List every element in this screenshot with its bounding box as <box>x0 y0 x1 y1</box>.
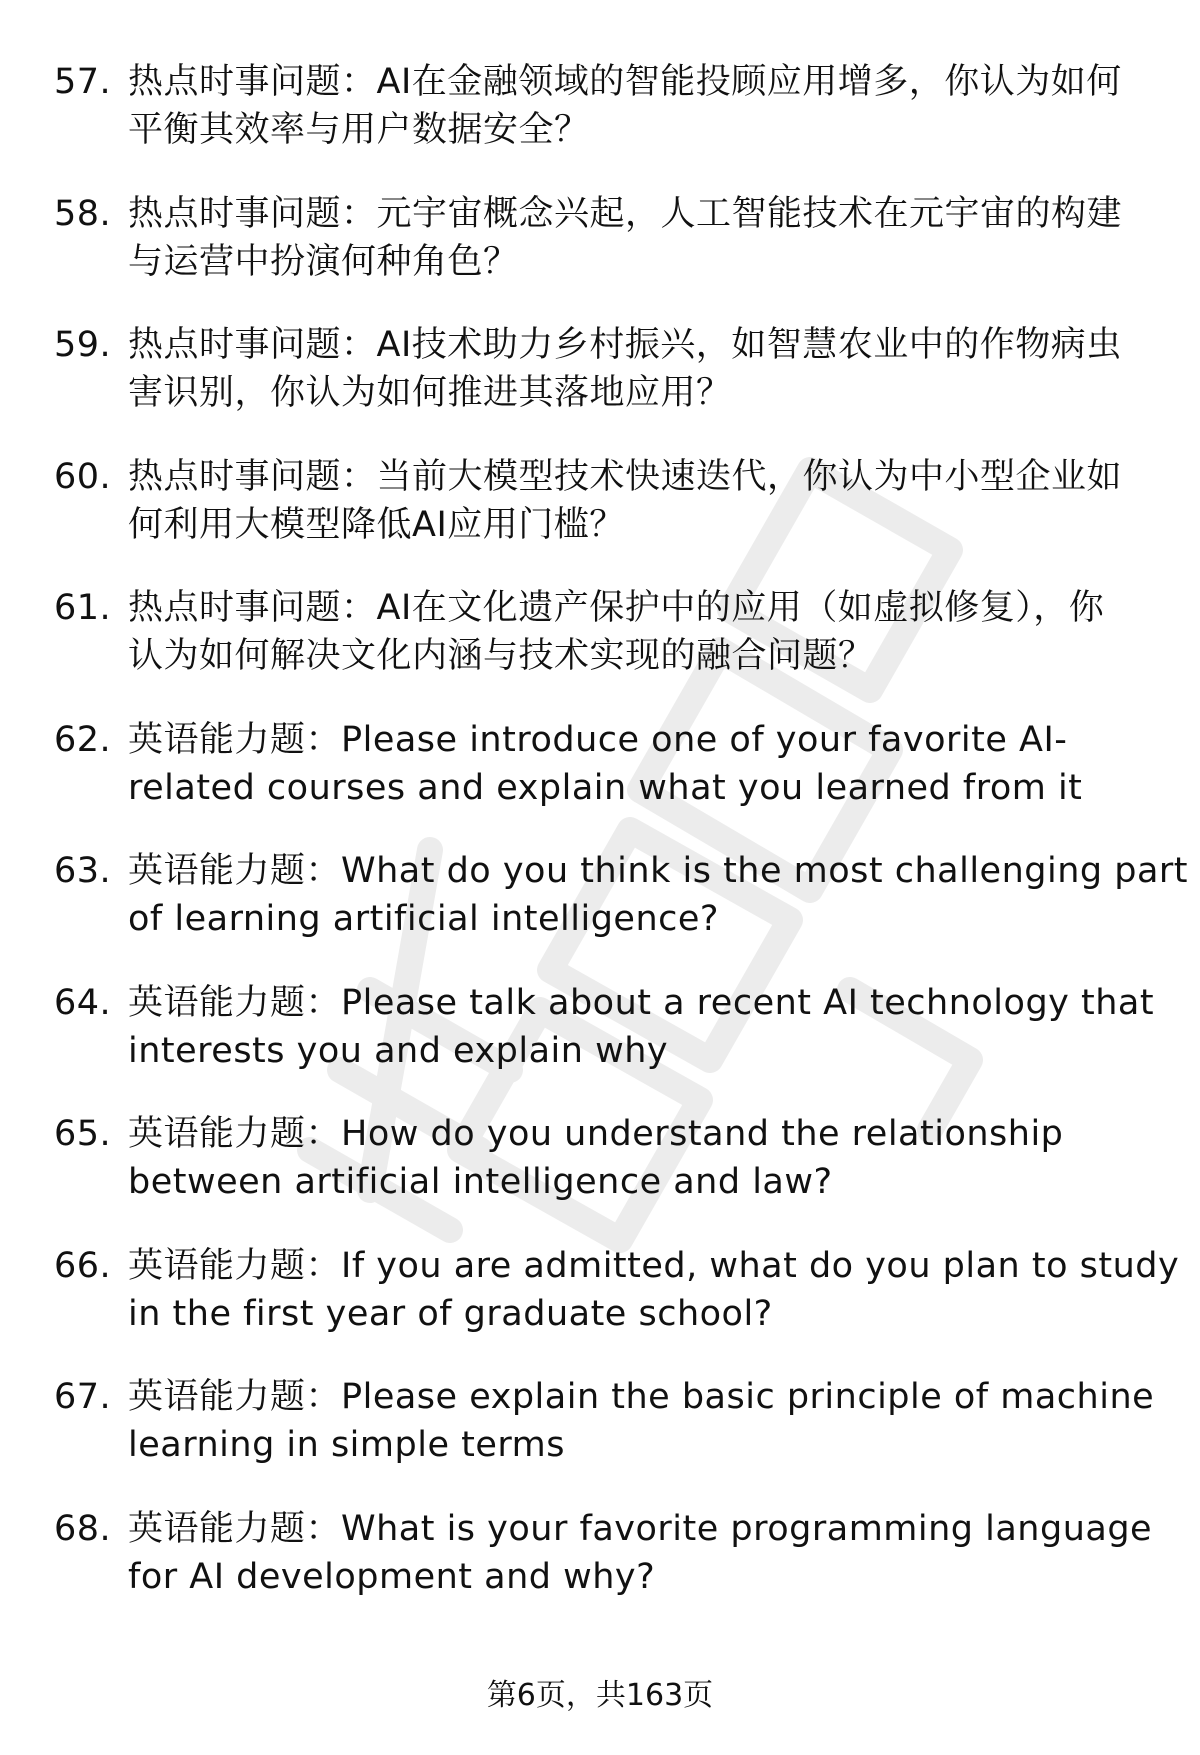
question-text-line: 英语能力题：Please talk about a recent AI technology that <box>128 982 1155 1023</box>
question-text <box>128 1373 1158 1469</box>
question-text-line: related courses and explain what you learned from it <box>128 767 1083 808</box>
question-text <box>128 847 1189 943</box>
question-number: 68. <box>54 1508 112 1549</box>
question-number: 67. <box>54 1377 112 1417</box>
question-item <box>0 321 1200 453</box>
question-text-line: 热点时事问题：当前大模型技术快速迭代，你认为中小型企业如 <box>128 456 1123 497</box>
question-text <box>128 321 1158 417</box>
question-item <box>0 1110 1200 1242</box>
question-text <box>128 716 1158 812</box>
question-text-line: 害识别，你认为如何推进其落地应用？ <box>128 373 732 413</box>
question-number: 59. <box>54 325 112 365</box>
question-number: 64. <box>54 982 112 1023</box>
question-text <box>128 190 1158 286</box>
question-number: 60. <box>54 456 112 497</box>
question-number: 63. <box>54 851 112 891</box>
question-item <box>0 1373 1200 1505</box>
question-text <box>128 979 1158 1075</box>
question-text-line: for AI development and why? <box>128 1556 656 1597</box>
question-number: 57. <box>54 62 112 102</box>
question-text <box>128 1505 1158 1601</box>
question-text-line: 英语能力题：What do you think is the most challenging part <box>128 851 1189 891</box>
question-item <box>0 979 1200 1111</box>
question-text-line: 英语能力题：If you are admitted, what do you plan to study <box>128 1245 1180 1286</box>
question-item <box>0 58 1200 190</box>
question-number: 65. <box>54 1114 112 1154</box>
question-number: 62. <box>54 719 112 760</box>
question-text <box>128 584 1158 680</box>
question-item <box>0 453 1200 585</box>
question-number: 66. <box>54 1245 112 1286</box>
question-text-line: learning in simple terms <box>128 1425 565 1465</box>
question-text-line: 热点时事问题：元宇宙概念兴起，人工智能技术在元宇宙的构建 <box>128 193 1123 234</box>
question-text-line: 平衡其效率与用户数据安全？ <box>128 110 590 150</box>
question-list <box>0 58 1200 1636</box>
question-item <box>0 190 1200 322</box>
question-number: 61. <box>54 588 112 628</box>
question-text-line: 英语能力题：What is your favorite programming language <box>128 1508 1153 1549</box>
question-text-line: between artificial intelligence and law? <box>128 1162 833 1202</box>
question-text-line: 认为如何解决文化内涵与技术实现的融合问题？ <box>128 636 874 676</box>
question-text-line: 热点时事问题：AI在金融领域的智能投顾应用增多，你认为如何 <box>128 62 1122 102</box>
question-text-line: 热点时事问题：AI在文化遗产保护中的应用（如虚拟修复），你 <box>128 588 1105 628</box>
question-text-line: 与运营中扮演何种角色？ <box>128 241 519 282</box>
question-text <box>128 1110 1158 1206</box>
question-text-line: interests you and explain why <box>128 1030 669 1071</box>
question-text <box>128 1242 1180 1338</box>
page-footer: 第6页，共163页 <box>486 1678 714 1713</box>
question-text-line: of learning artificial intelligence? <box>128 899 719 939</box>
question-item <box>0 1505 1200 1637</box>
question-text-line: 英语能力题：How do you understand the relationship <box>128 1114 1064 1154</box>
question-item <box>0 584 1200 716</box>
question-text-line: in the first year of graduate school? <box>128 1293 773 1334</box>
question-text-line: 何利用大模型降低AI应用门槛？ <box>128 504 625 545</box>
question-item <box>0 716 1200 848</box>
question-number: 58. <box>54 193 112 234</box>
question-text-line: 英语能力题：Please introduce one of your favorite AI- <box>128 719 1068 760</box>
question-item <box>0 847 1200 979</box>
question-text <box>128 58 1158 154</box>
question-item <box>0 1242 1200 1374</box>
question-text-line: 英语能力题：Please explain the basic principle of machine <box>128 1377 1155 1417</box>
question-text-line: 热点时事问题：AI技术助力乡村振兴，如智慧农业中的作物病虫 <box>128 325 1122 365</box>
question-text <box>128 453 1158 549</box>
